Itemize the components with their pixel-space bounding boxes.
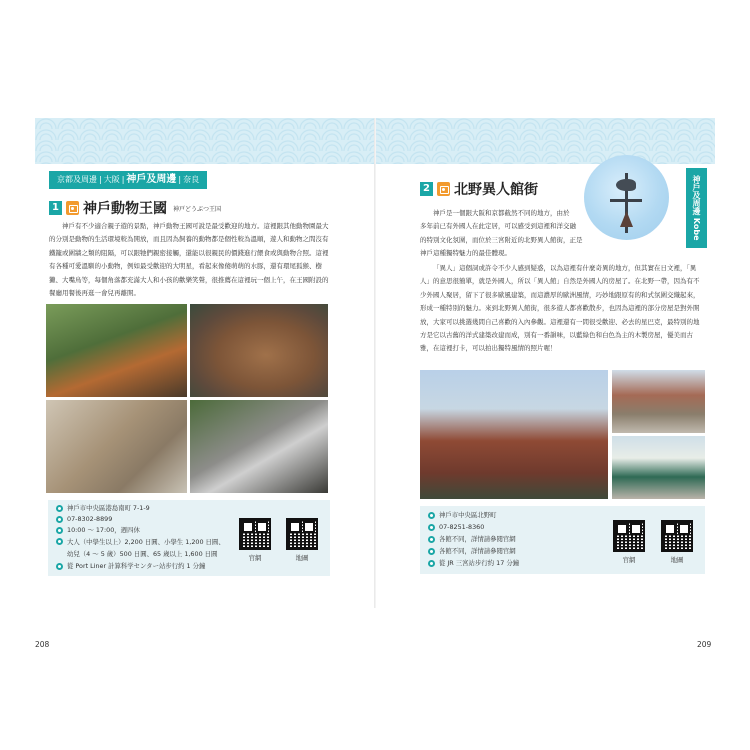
access-text: 從 Port Liner 計算科学センター站步行約 1 分鐘 [67, 562, 206, 570]
weathercock-house-photo [420, 370, 608, 499]
qr-code-icon[interactable] [239, 518, 271, 550]
section-number: 2 [420, 182, 433, 196]
section-header-zoo [49, 198, 221, 218]
right-page [377, 164, 715, 649]
qr-label: 地圖 [670, 556, 684, 564]
intro-line: 多年前已有外國人在此定居，可以感受到這裡和洋交融 [420, 222, 576, 231]
info-phone [428, 522, 484, 533]
breadcrumb [49, 171, 207, 189]
breadcrumb-separator: | [121, 175, 125, 184]
fee-line-2: 幼兒（4 ～ 5 歲）500 日圓、65 歲以上 1,600 日圓 [67, 550, 218, 558]
chapter-side-tab[interactable]: 神戶及周邊 Kobe [686, 168, 707, 248]
breadcrumb-separator: | [99, 175, 102, 184]
left-page [35, 164, 373, 649]
intro-line: 神戶是一個跟大阪和京都截然不同的地方，由於 [433, 209, 570, 217]
body-paragraph: 「異人」這個詞或許令不少人感到疑惑，以為這裡有什麼奇異的地方，但其實在日文裡，「異人」的意思很簡單，就是外國人，所以「異人館」自然是外國人的房屋了。在北野一帶，因為有不少外國人聚居，留下了很多歐風建築，而這濃厚的歐洲風情，巧妙地跟原有的和式氛圍交織起來，形成一種特別的魅力。來到北野異人館街，很多遊人都喜歡散步，也因為這裡的部分房屋是對外開放，大家可以挑選幾間自己喜歡的入內參觀。這裡還有一間很受歡迎、必去的星巴克，最特別的地方是它以古舊的洋式建築改建而成，別有一番韻味，以藍綠色和白色為主的木製房屋，優美而古雅，在這裡打卡，可以拍出獨特風情的照片喔！ [420, 264, 700, 353]
hours-text: 10:00 ～ 17:00，週四休 [67, 526, 140, 534]
sloth-photo [46, 400, 187, 493]
address-text: 神戶市中央區港島南町 7-1-9 [67, 504, 150, 512]
breadcrumb-item[interactable]: 大阪 [103, 175, 120, 184]
train-icon [428, 560, 435, 567]
clock-icon [56, 527, 63, 534]
location-pin-icon [56, 505, 63, 512]
page-number: 209 [697, 640, 712, 649]
info-fee [428, 546, 516, 557]
camera-icon [437, 182, 450, 196]
green-house-photo [612, 436, 705, 499]
qr-official-site[interactable] [239, 518, 271, 562]
qr-label: 地圖 [295, 554, 309, 562]
qr-map[interactable] [286, 518, 318, 562]
fee-line-1: 大人（中學生以上）2,200 日圓、小學生 1,200 日圓、 [67, 538, 225, 546]
camera-icon [66, 201, 79, 215]
location-pin-icon [428, 512, 435, 519]
section-header-kitano [420, 179, 538, 199]
qr-official-site[interactable] [613, 520, 645, 564]
breadcrumb-item-active[interactable]: 神戶及周邊 [126, 174, 177, 185]
phone-icon [56, 516, 63, 523]
train-icon [56, 563, 63, 570]
red-panda-photo [46, 304, 187, 397]
info-hours [56, 525, 140, 536]
phone-text: 07-8251-8360 [439, 523, 485, 531]
vane-base [620, 211, 633, 227]
capybara-photo [190, 304, 328, 397]
qr-code-icon[interactable] [661, 520, 693, 552]
section-title: 神戶動物王國 [83, 201, 167, 217]
info-fee [56, 536, 236, 560]
breadcrumb-separator: | [178, 175, 182, 184]
qr-label: 官網 [622, 556, 636, 564]
qr-code-icon[interactable] [286, 518, 318, 550]
breadcrumb-item[interactable]: 京都及周邊 [57, 175, 97, 184]
page-number: 208 [35, 640, 50, 649]
info-address [56, 503, 150, 514]
breadcrumb-item[interactable]: 奈良 [183, 175, 200, 184]
ticket-icon [56, 538, 63, 545]
intro-line: 神戶這種獨特魅力的最佳體現。 [420, 249, 511, 258]
weathervane-photo [584, 155, 669, 240]
qr-code-icon[interactable] [613, 520, 645, 552]
info-access [428, 558, 519, 569]
fee-text [67, 536, 225, 560]
info-access [56, 561, 205, 572]
body-paragraph: 神戶有不少適合親子遊的景點，神戶動物王國可說是最受歡迎的地方。這裡跟其他動物園最大的分別是動物的生活環境較為開放，而且因為飼養的動物都是個性較為溫順，遊人和動物之間沒有鐵籠或圍牆之類的阻隔，可以跟牠們親密接觸，還能以很親民的價錢進行餵食或與動物合照。這裡有各種可愛溫馴的小動物，例如最受歡迎的大明星，看起來像傻萌萌的水豚，還有環尾狐猴、樹獺、大嘴鳥等，每個角落都充滿大人和小孩的歡樂笑聲，很推薦在這裡玩一個上午，在王國附設的餐廳用餐後再逛一會兒再離開。 [49, 222, 329, 298]
section-number: 1 [49, 201, 62, 215]
section-subtitle: 神戸どうぶつ王国 [173, 205, 222, 213]
vane-arrow [610, 199, 642, 202]
clock-icon [428, 536, 435, 543]
phone-text: 07-8302-8899 [67, 515, 113, 523]
qr-label: 官網 [248, 554, 262, 562]
ticket-icon [428, 548, 435, 555]
fee-text: 各館不同，詳情請參閱官網 [439, 547, 516, 555]
info-hours [428, 534, 516, 545]
page-gutter [374, 118, 376, 608]
hours-text: 各館不同，詳情請參閱官網 [439, 535, 516, 543]
access-text: 從 JR 三宮站步行約 17 分鐘 [439, 559, 520, 567]
address-text: 神戶市中央區北野町 [439, 511, 497, 519]
qr-map[interactable] [661, 520, 693, 564]
kitano-street-photo [612, 370, 705, 433]
intro-line: 的特別文化氛圍，而位於三宮附近的北野異人館街，正是 [420, 235, 583, 244]
ring-tailed-lemur-photo [190, 400, 328, 493]
info-address [428, 510, 497, 521]
info-phone [56, 514, 112, 525]
section-title: 北野異人館街 [454, 182, 538, 198]
phone-icon [428, 524, 435, 531]
rooster-icon [616, 179, 636, 191]
